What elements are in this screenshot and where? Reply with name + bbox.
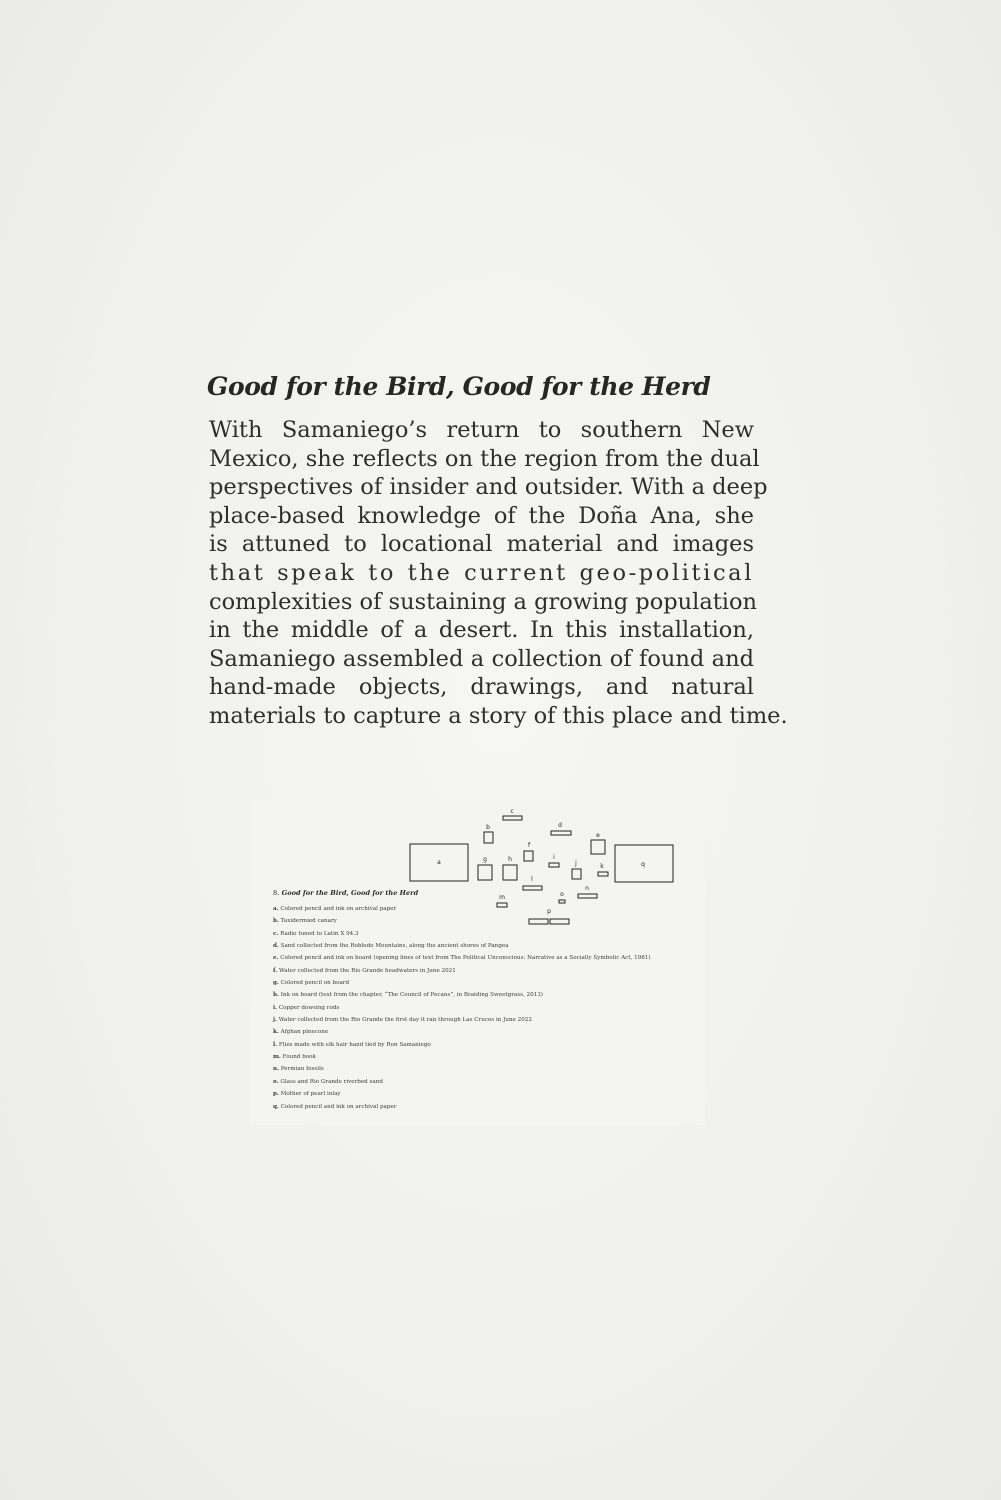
item-letter: e.: [273, 955, 279, 962]
diagram-box-i: [549, 863, 559, 867]
list-item: [273, 977, 651, 989]
item-letter: g.: [273, 980, 279, 987]
item-text: Colored pencil and ink on board (opening lines of text from The Political Unconscious: Narrative as a Socially Symbolic Act, 1981): [280, 955, 651, 962]
item-letter: j.: [273, 1017, 277, 1024]
item-text: Permian fossils: [280, 1066, 324, 1073]
paragraph-line: perspectives of insider and outsider. With a deep: [209, 474, 768, 501]
item-text: Found book: [282, 1054, 316, 1061]
diagram-box-l: [523, 886, 542, 890]
item-letter: i.: [273, 1004, 278, 1011]
item-text: Colored pencil on board: [280, 980, 350, 987]
list-item: [273, 903, 651, 915]
diagram-letter-o: o: [560, 891, 564, 898]
item-letter: d.: [273, 943, 279, 950]
item-text: Water collected from the Rio Grande headwaters in June 2021: [278, 967, 456, 974]
diagram-letter-d: d: [558, 822, 562, 829]
item-letter: m.: [273, 1054, 281, 1061]
item-text: Mother of pearl inlay: [280, 1091, 341, 1098]
paragraph-line: Samaniego assembled a collection of found and: [209, 645, 754, 672]
list-item: [273, 1014, 651, 1026]
list-item: [273, 1101, 651, 1113]
list-item: [273, 1051, 651, 1063]
diagram-box-g: [478, 865, 492, 880]
item-letter: l.: [273, 1041, 278, 1048]
diagram-box-c: [503, 816, 522, 820]
item-letter: b.: [273, 918, 279, 925]
diagram-letter-g: g: [483, 856, 487, 863]
item-text: Ink on board (text from the chapter, “The Council of Pecans”, in Braiding Sweetgrass, 2013): [280, 992, 543, 999]
item-letter: o.: [273, 1078, 279, 1085]
diagram-letter-k: k: [600, 863, 604, 870]
item-text: Taxidermied canary: [280, 918, 337, 925]
item-text: Glass and Rio Grande riverbed sand: [280, 1078, 383, 1085]
list-item: [273, 915, 651, 927]
item-text: Colored pencil and ink on archival paper: [280, 1103, 397, 1110]
diagram-box-e: [591, 840, 605, 854]
paragraph-line: complexities of sustaining a growing population: [209, 588, 758, 615]
label-title: [273, 889, 418, 897]
diagram-letter-h: h: [508, 856, 512, 863]
label-number: 8.: [273, 889, 280, 897]
paragraph-line: that speak to the current geo-political: [209, 559, 754, 586]
diagram-letter-f: f: [527, 842, 531, 849]
item-text: Flies made with elk hair hand tied by Ron Samaniego: [278, 1041, 431, 1048]
paragraph-line: hand-made objects, drawings, and natural: [209, 674, 754, 701]
diagram-letter-i: i: [553, 854, 555, 861]
item-text: Water collected from the Rio Grande the first day it ran through Las Cruces in June 2022: [278, 1017, 532, 1024]
list-item: [273, 1039, 651, 1051]
paragraph-line: in the middle of a desert. In this installation,: [209, 617, 754, 644]
item-text: Sand collected from the Robledo Mountains, along the ancient shores of Pangea: [280, 943, 509, 950]
paragraph-line: is attuned to locational material and images: [209, 531, 754, 558]
diagram-letter-m: m: [499, 894, 505, 901]
paragraph-line: Mexico, she reflects on the region from the dual: [209, 445, 760, 472]
list-item: [273, 1076, 651, 1088]
list-item: [273, 1063, 651, 1075]
wall-title: Good for the Bird, Good for the Herd: [207, 372, 711, 401]
diagram-box-f: [524, 851, 533, 861]
list-item: [273, 965, 651, 977]
item-text: Radio tuned to Latin X 94.3: [280, 930, 359, 937]
diagram-letter-e: e: [596, 832, 600, 839]
diagram-letter-n: n: [585, 885, 589, 892]
object-label-card: [250, 800, 705, 1125]
diagram-box-h: [503, 865, 517, 880]
diagram-letter-q: q: [641, 861, 645, 868]
item-letter: c.: [273, 930, 279, 937]
paragraph-line: place-based knowledge of the Doña Ana, she: [209, 502, 754, 529]
diagram-box-k: [598, 872, 608, 876]
diagram-box-j: [572, 869, 581, 879]
item-letter: k.: [273, 1029, 279, 1036]
list-item: [273, 928, 651, 940]
list-item: [273, 1088, 651, 1100]
item-text: Afghan pinecone: [280, 1029, 329, 1036]
diagram-letter-l: l: [531, 876, 533, 883]
list-item: [273, 940, 651, 952]
materials-list: [273, 903, 651, 1113]
item-letter: h.: [273, 992, 280, 999]
list-item: [273, 989, 651, 1001]
item-letter: p.: [273, 1091, 279, 1098]
diagram-letter-b: b: [486, 824, 490, 831]
list-item: [273, 1026, 651, 1038]
item-text: Copper dowsing rods: [278, 1004, 340, 1011]
diagram-letter-a: a: [437, 859, 441, 866]
diagram-letter-p: p: [547, 908, 551, 915]
diagram-box-d: [551, 831, 571, 835]
list-item: [273, 1002, 651, 1014]
item-letter: q.: [273, 1103, 279, 1110]
item-letter: a.: [273, 906, 279, 912]
label-title-text: Good for the Bird, Good for the Herd: [281, 889, 419, 897]
wall-paragraph: [209, 416, 788, 731]
item-letter: n.: [273, 1066, 280, 1073]
diagram-letter-c: c: [510, 808, 514, 815]
diagram-box-n: [578, 894, 597, 898]
paragraph-line: materials to capture a story of this place and time.: [209, 702, 788, 729]
paragraph-line: With Samaniego’s return to southern New: [209, 417, 754, 443]
list-item: [273, 952, 651, 964]
item-text: Colored pencil and ink on archival paper: [280, 906, 397, 912]
item-letter: f.: [273, 967, 278, 974]
diagram-box-b: [484, 832, 493, 843]
diagram-letter-j: j: [575, 860, 577, 867]
